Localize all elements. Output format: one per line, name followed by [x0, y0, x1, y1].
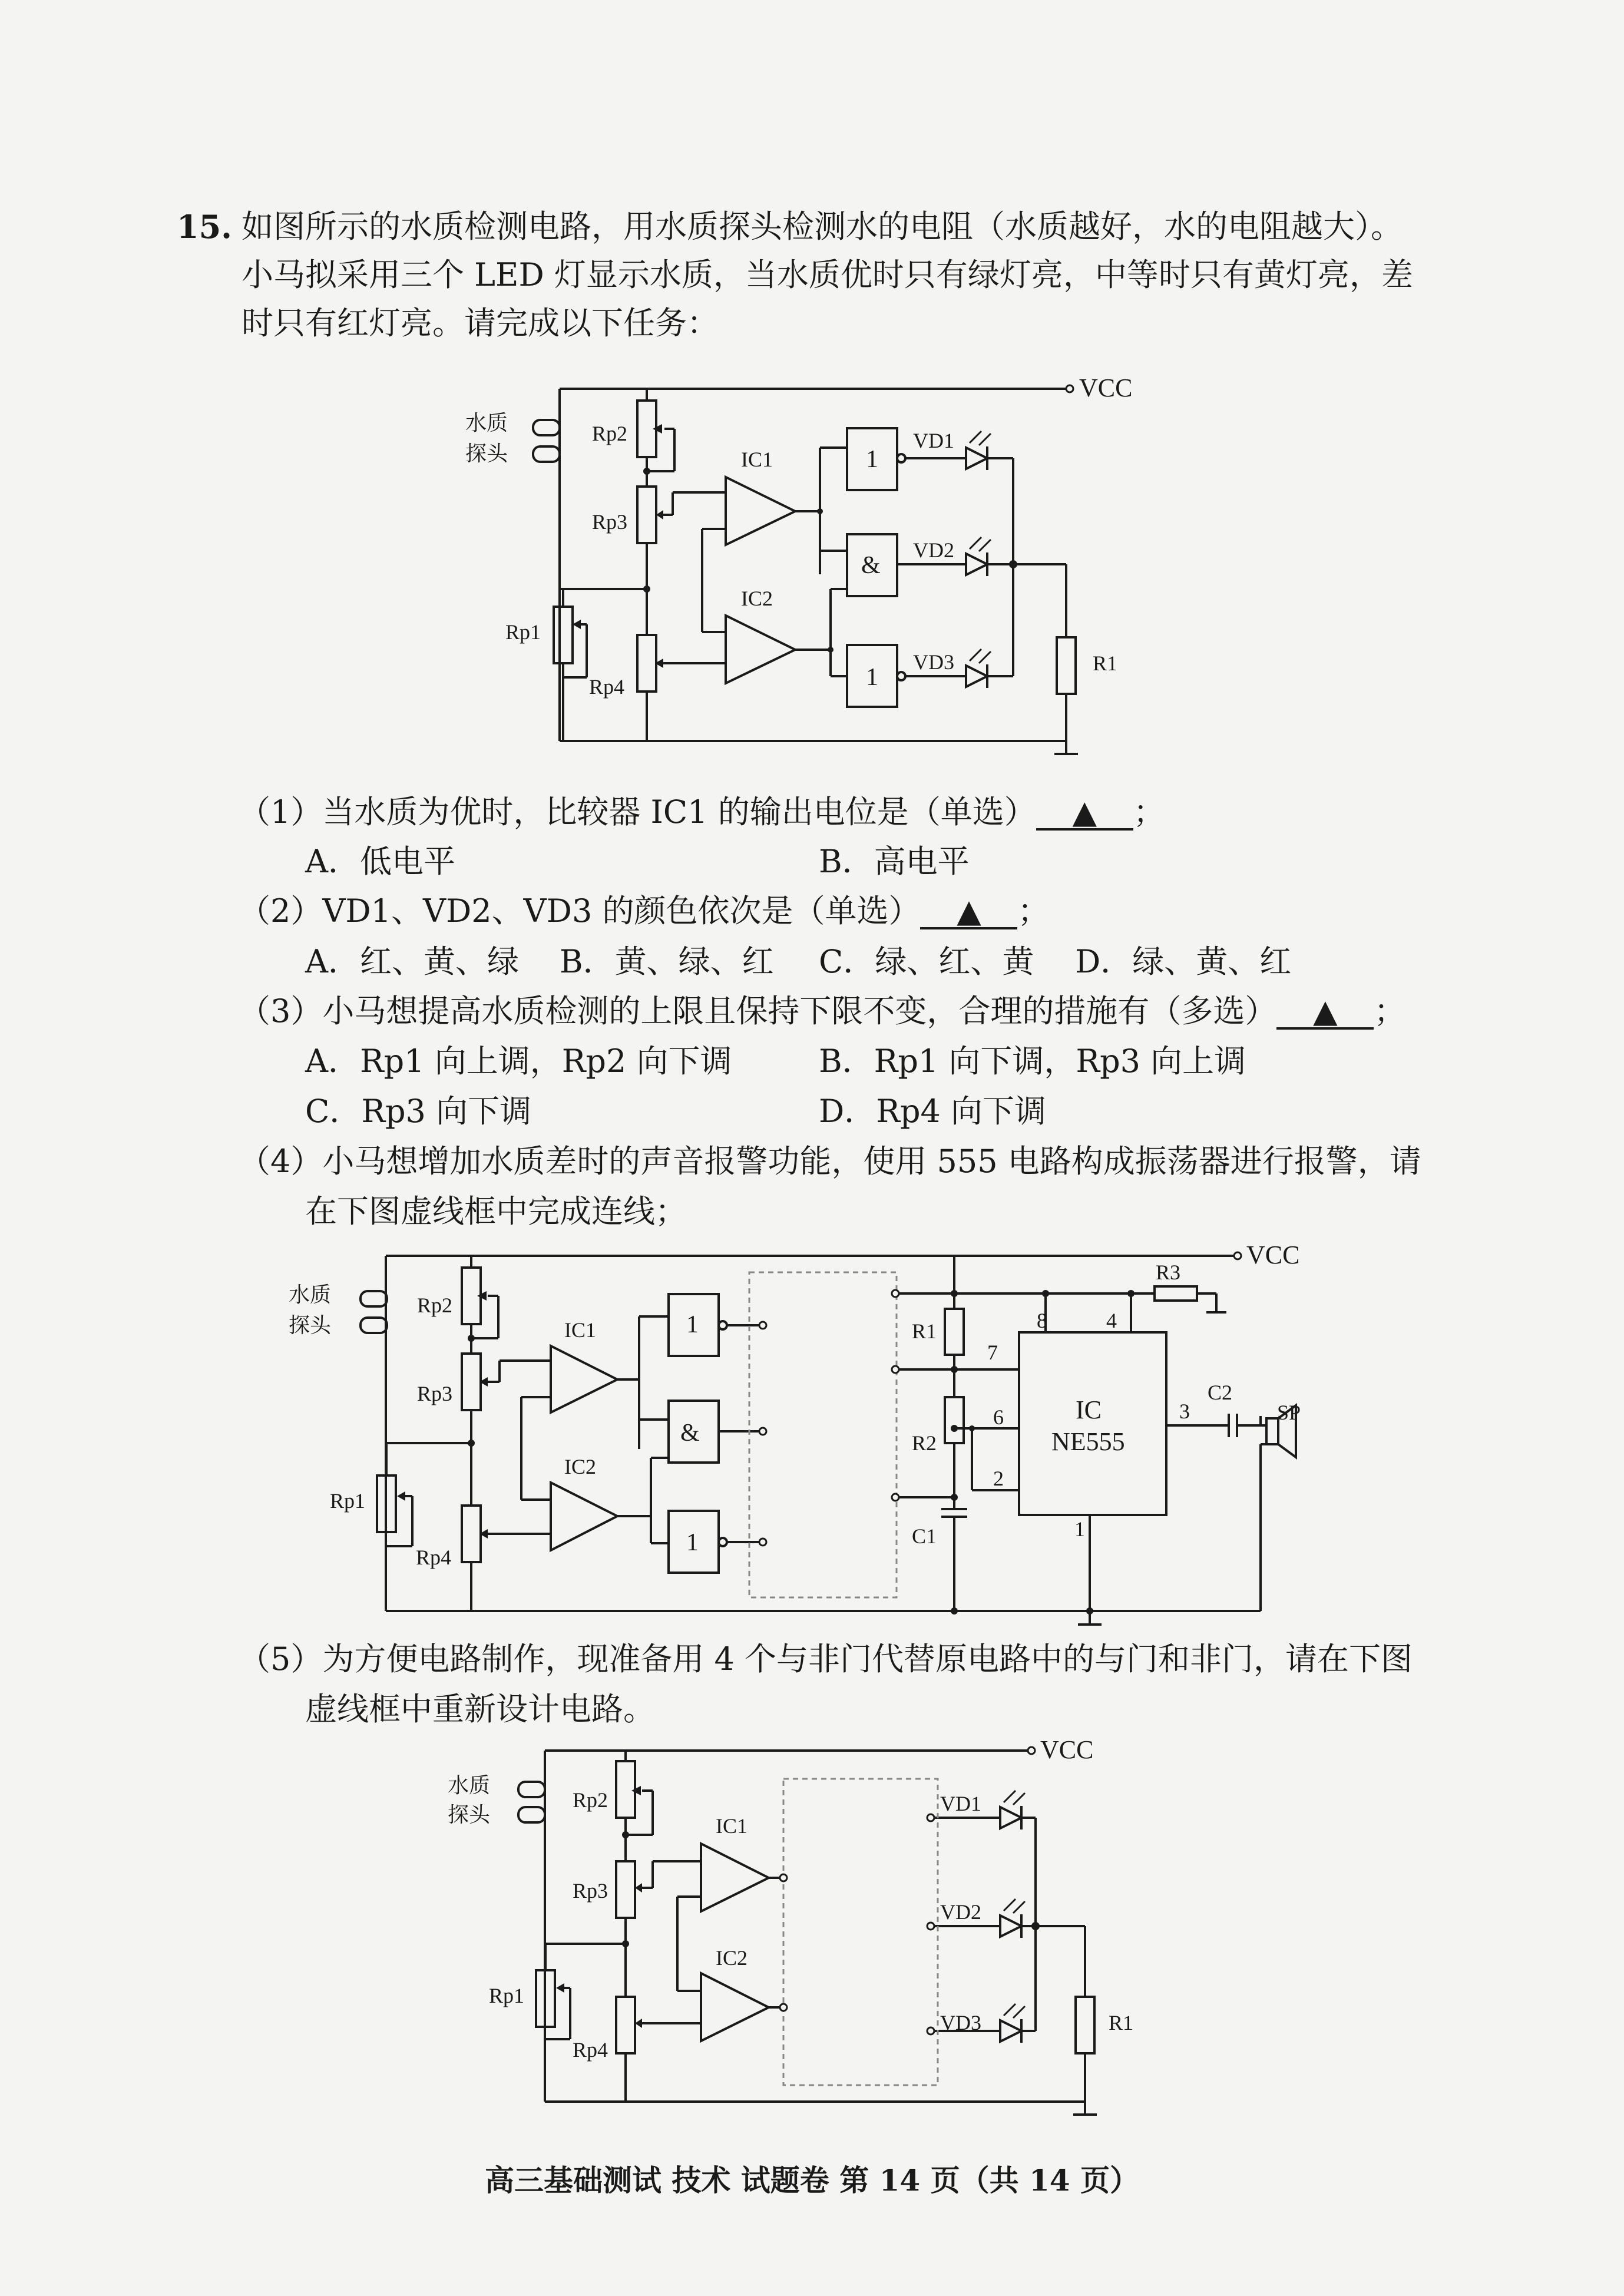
- svg-text:2: 2: [993, 1467, 1004, 1490]
- svg-text:VD3: VD3: [940, 2011, 981, 2034]
- svg-text:NE555: NE555: [1051, 1427, 1125, 1456]
- q4-line-1: （4）小马想增加水质差时的声音报警功能，使用 555 电路构成振荡器进行报警，请: [239, 1143, 1421, 1180]
- svg-text:VD1: VD1: [940, 1792, 981, 1815]
- svg-text:Rp3: Rp3: [417, 1382, 453, 1405]
- q5-line-1: （5）为方便电路制作，现准备用 4 个与非门代替原电路中的与门和非门，请在下图: [239, 1640, 1413, 1678]
- question-stem-line-2: 小马拟采用三个 LED 灯显示水质，当水质优时只有绿灯亮，中等时只有黄灯亮，差: [242, 256, 1413, 293]
- svg-text:探头: 探头: [465, 442, 508, 466]
- vcc-label: VCC: [1079, 373, 1133, 402]
- svg-text:R3: R3: [1156, 1261, 1181, 1284]
- q3-answer-blank[interactable]: ▲: [1276, 995, 1374, 1030]
- q2-option-d: D．绿、黄、红: [1075, 943, 1292, 980]
- q3-prompt: （3）小马想提高水质检测的上限且保持下限不变，合理的措施有（多选） ▲ ；: [239, 992, 1406, 1030]
- svg-text:水质: 水质: [289, 1283, 332, 1307]
- page-footer: 高三基础测试 技术 试题卷 第 14 页（共 14 页）: [484, 2163, 1139, 2198]
- svg-text:Rp3: Rp3: [573, 1879, 608, 1903]
- ic1-label: IC1: [741, 448, 773, 471]
- r1-label: R1: [1093, 651, 1118, 675]
- svg-text:R2: R2: [912, 1431, 937, 1455]
- svg-text:Rp2: Rp2: [417, 1293, 453, 1317]
- svg-text:探头: 探头: [448, 1803, 491, 1827]
- q5-line-2: 虚线框中重新设计电路。: [305, 1690, 655, 1728]
- svg-text:R1: R1: [1109, 2011, 1134, 2034]
- svg-text:IC: IC: [1076, 1395, 1102, 1424]
- q2-prompt: （2）VD1、VD2、VD3 的颜色依次是（单选） ▲ ；: [239, 892, 1050, 929]
- svg-text:C1: C1: [912, 1524, 937, 1548]
- svg-text:VD2: VD2: [940, 1900, 981, 1924]
- svg-text:&: &: [861, 552, 881, 579]
- q3-option-a: A．Rp1 向上调，Rp2 向下调: [305, 1043, 732, 1080]
- svg-text:&: &: [680, 1420, 700, 1447]
- svg-text:IC2: IC2: [564, 1455, 596, 1478]
- q1-option-b: B．高电平: [819, 843, 970, 880]
- svg-text:1: 1: [866, 664, 878, 691]
- rp1-label: Rp1: [505, 620, 541, 644]
- vd1-label: VD1: [913, 429, 954, 452]
- rp2-label: Rp2: [592, 422, 628, 445]
- ic2-label: IC2: [741, 587, 773, 610]
- svg-text:Rp2: Rp2: [573, 1788, 608, 1812]
- svg-text:Rp1: Rp1: [330, 1489, 366, 1513]
- svg-text:Rp1: Rp1: [489, 1984, 525, 2007]
- q3-option-b: B．Rp1 向下调，Rp3 向上调: [819, 1043, 1246, 1080]
- svg-text:探头: 探头: [289, 1314, 332, 1338]
- svg-text:IC2: IC2: [716, 1946, 747, 1970]
- svg-text:VCC: VCC: [1040, 1735, 1094, 1764]
- q3-option-c: C．Rp3 向下调: [305, 1093, 532, 1130]
- question-number: 15.: [177, 208, 232, 246]
- q1-answer-blank[interactable]: ▲: [1036, 796, 1133, 831]
- svg-text:SP: SP: [1277, 1401, 1301, 1424]
- svg-text:IC1: IC1: [564, 1318, 596, 1342]
- q4-line-2: 在下图虚线框中完成连线；: [305, 1193, 687, 1230]
- rp3-label: Rp3: [592, 510, 628, 534]
- svg-text:IC1: IC1: [716, 1814, 747, 1838]
- q2-option-c: C．绿、红、黄: [819, 943, 1034, 980]
- svg-text:7: 7: [987, 1341, 998, 1364]
- svg-text:1: 1: [686, 1529, 699, 1556]
- question-stem-line-3: 时只有红灯亮。请完成以下任务：: [242, 305, 719, 342]
- svg-text:1: 1: [686, 1311, 699, 1338]
- q1-option-a: A．低电平: [305, 843, 455, 880]
- q3-option-d: D．Rp4 向下调: [819, 1093, 1047, 1130]
- svg-text:8: 8: [1037, 1309, 1047, 1332]
- svg-text:1: 1: [866, 446, 878, 473]
- svg-text:C2: C2: [1208, 1381, 1233, 1404]
- q1-prompt: （1）当水质为优时，比较器 IC1 的输出电位是（单选） ▲ ；: [239, 793, 1165, 831]
- svg-text:1: 1: [1074, 1517, 1085, 1541]
- svg-text:4: 4: [1106, 1309, 1117, 1332]
- q2-option-a: A．红、黄、绿: [305, 943, 519, 980]
- svg-text:VCC: VCC: [1246, 1240, 1300, 1269]
- svg-text:Rp4: Rp4: [416, 1546, 452, 1569]
- svg-text:水质: 水质: [465, 411, 508, 435]
- svg-text:Rp4: Rp4: [573, 2038, 608, 2062]
- question-stem-line-1: 如图所示的水质检测电路，用水质探头检测水的电阻（水质越好，水的电阻越大）。: [242, 208, 1403, 245]
- vd3-label: VD3: [913, 650, 954, 674]
- q2-option-b: B．黄、绿、红: [560, 943, 774, 980]
- rp4-label: Rp4: [589, 675, 625, 699]
- q2-answer-blank[interactable]: ▲: [920, 895, 1017, 929]
- svg-text:水质: 水质: [448, 1774, 491, 1798]
- svg-text:R1: R1: [912, 1319, 937, 1343]
- svg-text:3: 3: [1179, 1400, 1190, 1423]
- vd2-label: VD2: [913, 538, 954, 562]
- svg-text:6: 6: [993, 1405, 1004, 1429]
